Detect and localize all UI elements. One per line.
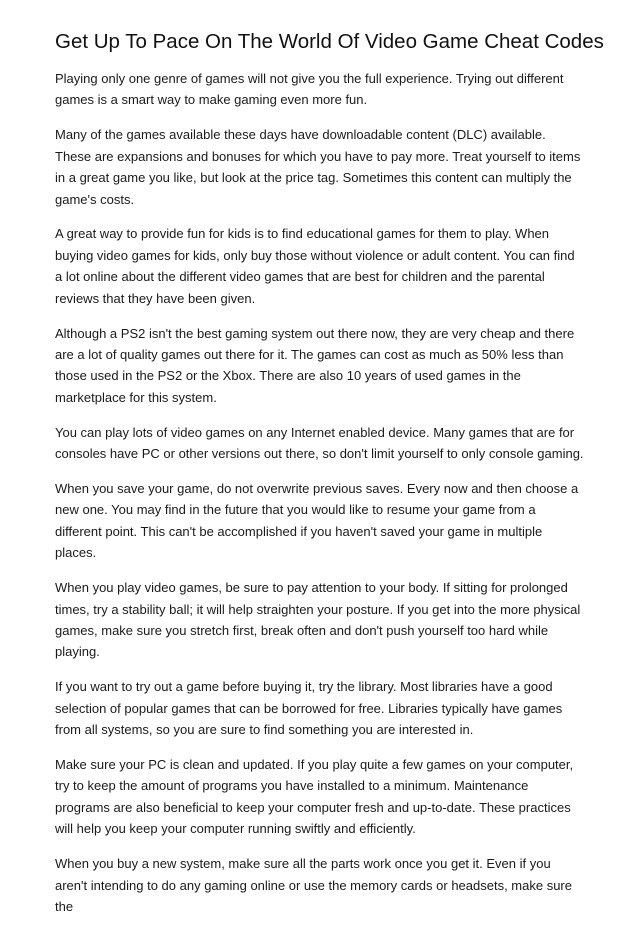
- document-title: Get Up To Pace On The World Of Video Game Cheat Codes: [55, 30, 604, 53]
- paragraph: When you buy a new system, make sure all the parts work once you get it. Even if you aren't intending to do any gaming online or use the memory cards or headsets, make sure the: [55, 856, 572, 914]
- paragraph: You can play lots of video games on any Internet enabled device. Many games that are for consoles have PC or other versions out there, so don't limit yourself to only console gaming.: [55, 424, 584, 462]
- paragraph: Playing only one genre of games will not give you the full experience. Trying out different games is a smart way to make gaming even more fun.: [55, 71, 564, 108]
- paragraph: Many of the games available these days have downloadable content (DLC) available. These are expansions and bonuses for which you have to pay more. Treat yourself to items in a great game you like, but look at the price tag. Sometimes this content can multiply the game's costs.: [55, 127, 581, 207]
- paragraph: If you want to try out a game before buying it, try the library. Most libraries have a good selection of popular games that can be borrowed for free. Libraries typically have games from all systems, so you are sure to find something you are interested in.: [55, 679, 563, 738]
- paragraph: Although a PS2 isn't the best gaming system out there now, they are very cheap and there are a lot of quality games out there for it. The games can cost as much as 50% less than those used in the PS2 or the Xbox. There are also 10 years of used games in the marketplace for this system.: [55, 325, 575, 405]
- paragraph: A great way to provide fun for kids is to find educational games for them to play. When buying video games for kids, only buy those without violence or adult content. You can find a lot online about the different video games that are best for children and the parental reviews that they have been given.: [55, 226, 575, 306]
- paragraph: When you play video games, be sure to pay attention to your body. If sitting for prolonged times, try a stability ball; it will help straighten your posture. If you get into the more physical games, make sure you stretch first, break often and don't push yourself too hard while playing.: [55, 580, 581, 660]
- paragraph: When you save your game, do not overwrite previous saves. Every now and then choose a new one. You may find in the future that you would like to resume your game from a different point. This can't be accomplished if you haven't saved your game in multiple places.: [55, 481, 579, 561]
- paragraph: Make sure your PC is clean and updated. If you play quite a few games on your computer, try to keep the amount of programs you have installed to a minimum. Maintenance programs are also beneficial to keep your computer fresh and up-to-date. These practices will help you keep your computer running swiftly and efficiently.: [55, 756, 574, 837]
- document-body: [55, 68, 585, 931]
